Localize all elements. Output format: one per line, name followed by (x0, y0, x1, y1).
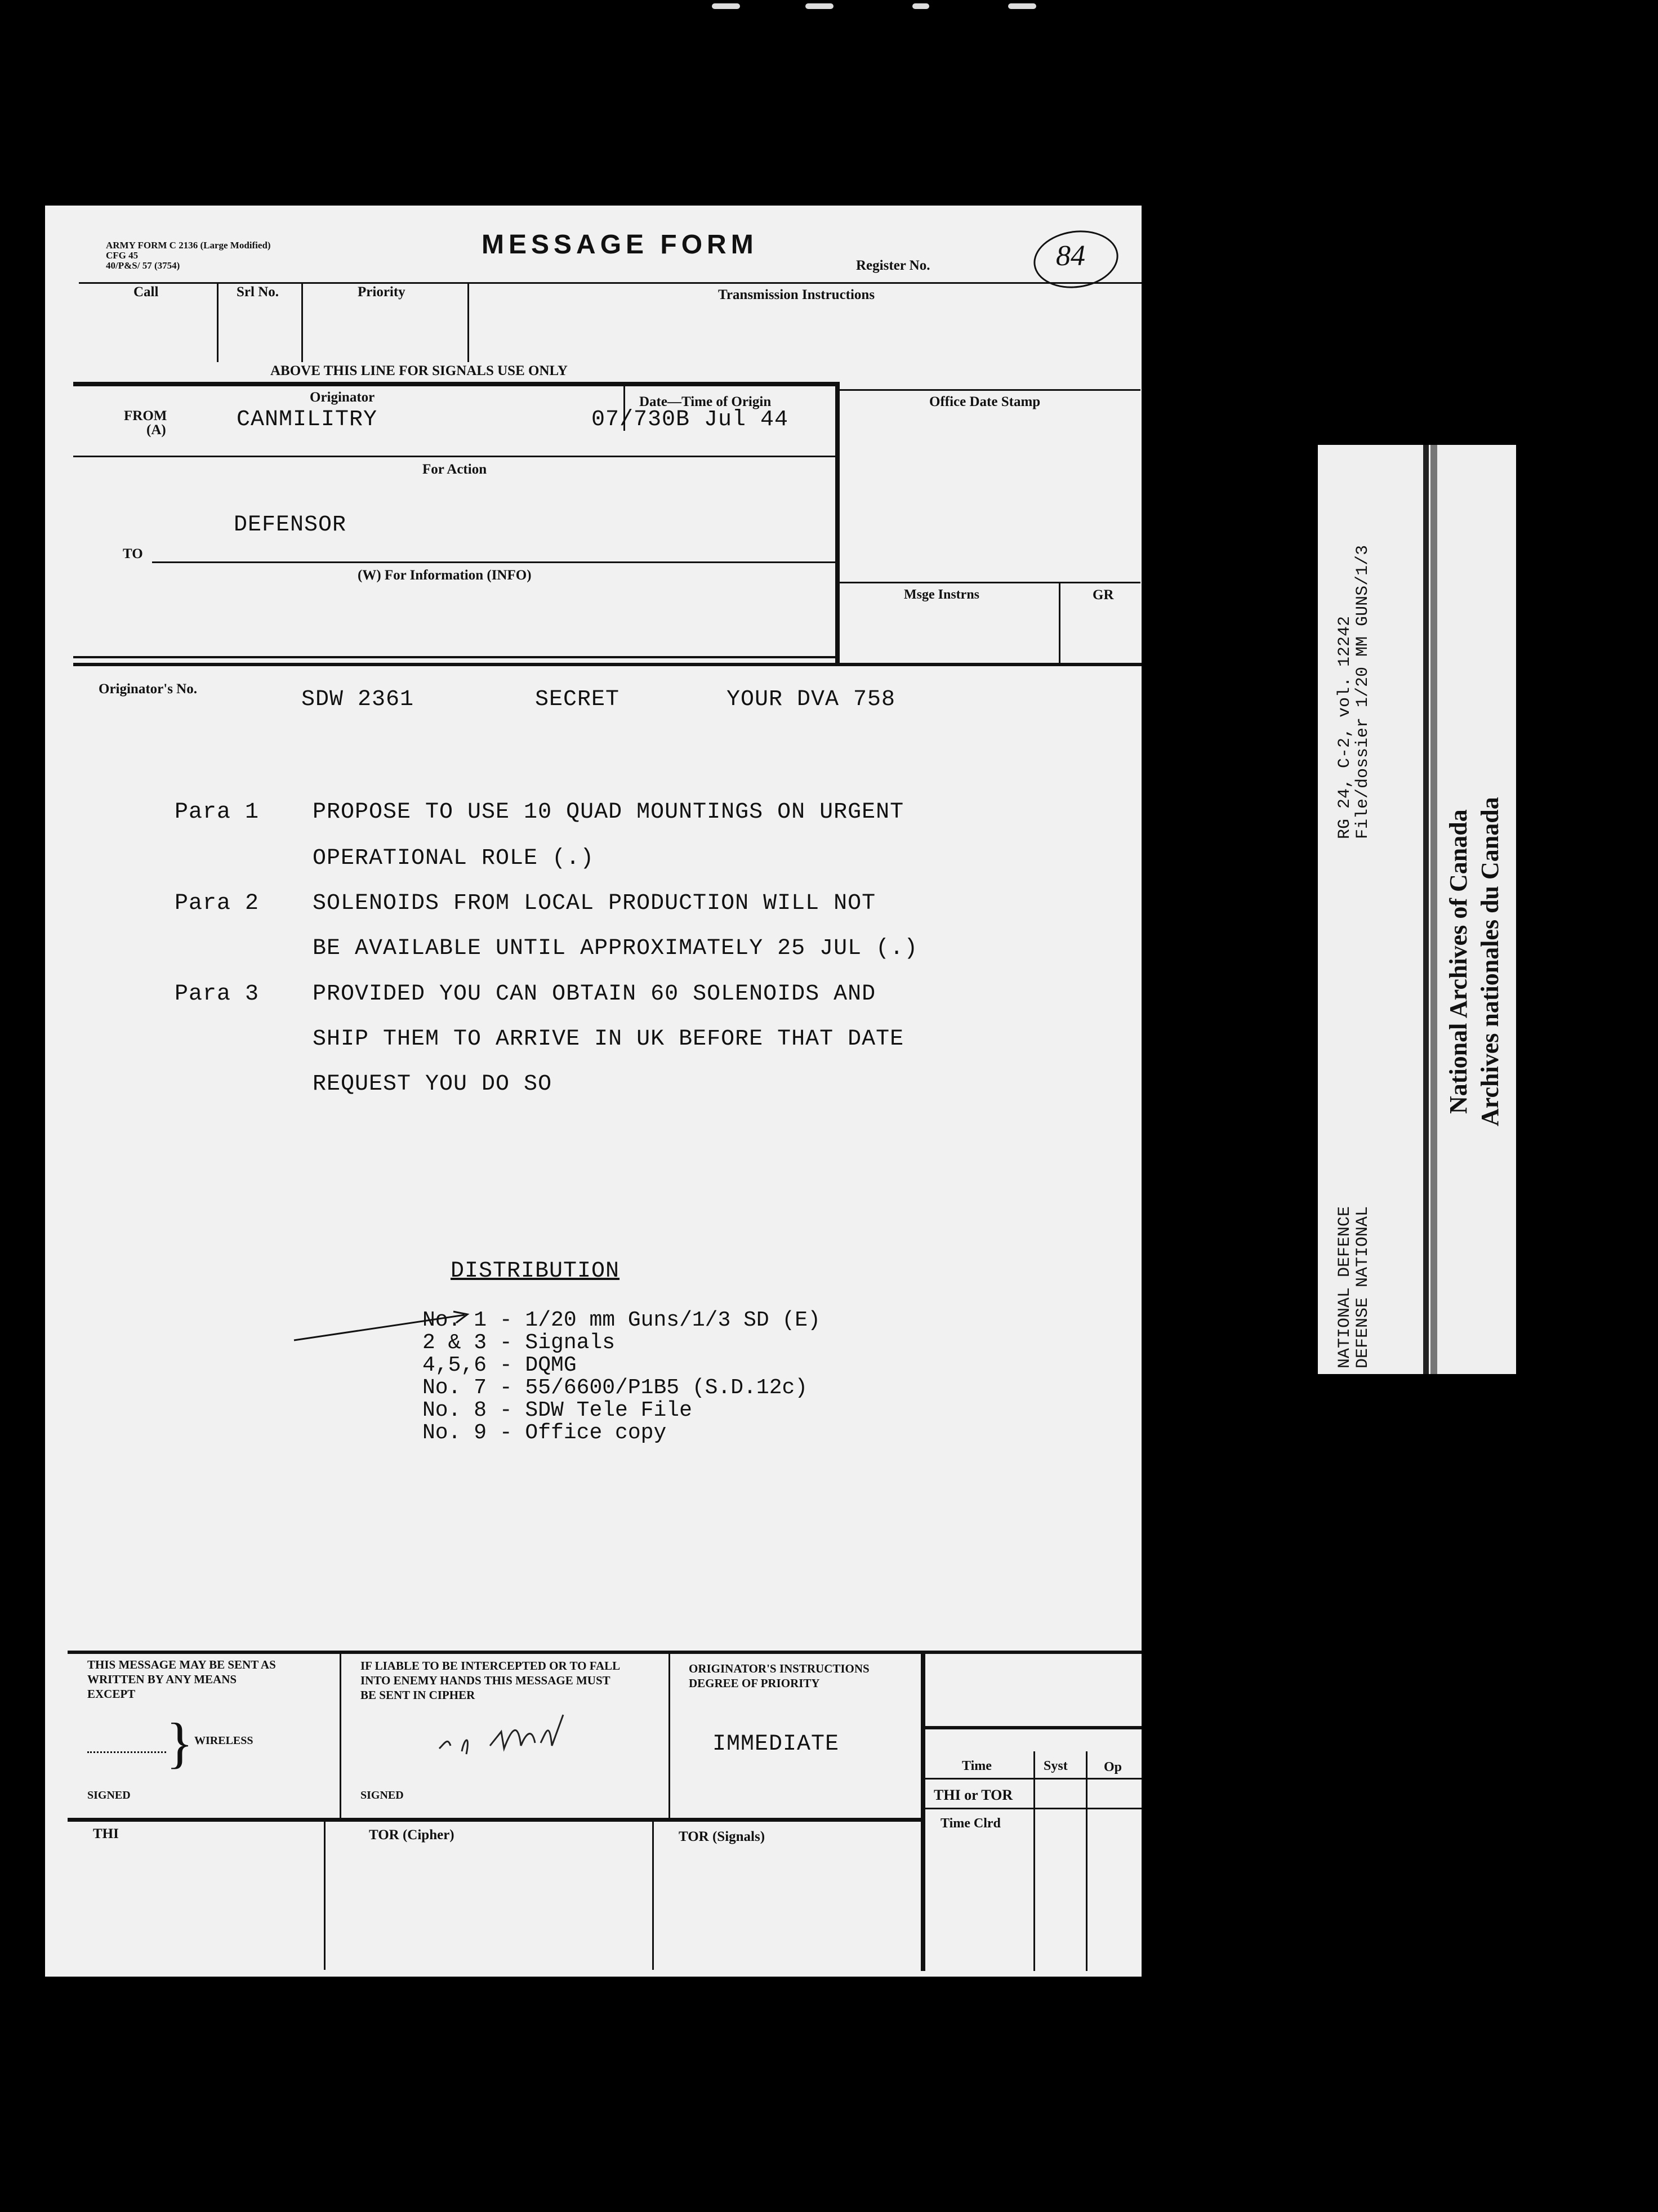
header-rule (79, 282, 1142, 284)
message-form (45, 206, 1142, 1977)
cipher-note-line: IF LIABLE TO BE INTERCEPTED OR TO FALL (360, 1659, 621, 1673)
time-clrd-label: Time Clrd (941, 1816, 1001, 1831)
para-line: BE AVAILABLE UNTIL APPROXIMATELY 25 JUL (.) (313, 936, 919, 961)
sent-as-written-line: WRITTEN BY ANY MEANS (87, 1673, 237, 1686)
cipher-note-line: BE SENT IN CIPHER (360, 1688, 475, 1702)
transmission-instructions-label: Transmission Instructions (718, 287, 875, 302)
stamp-rule (836, 389, 1140, 391)
para-line: OPERATIONAL ROLE (.) (313, 846, 595, 871)
footer-divider (668, 1653, 670, 1822)
sent-as-written-line: THIS MESSAGE MAY BE SENT AS (87, 1658, 276, 1671)
for-information-label: (W) For Information (INFO) (358, 568, 532, 583)
stamp-divider (835, 382, 840, 666)
distribution-entry: No. 8 - SDW Tele File (422, 1398, 692, 1422)
instrns-rule (836, 582, 1140, 583)
form-title: MESSAGE FORM (482, 230, 758, 260)
archive-department (1336, 1206, 1372, 1368)
archive-label-divider (1430, 445, 1437, 1374)
tor-rule (68, 1818, 924, 1822)
para-line: SOLENOIDS FROM LOCAL PRODUCTION WILL NOT (313, 891, 876, 916)
time-grid-rule (924, 1726, 1142, 1729)
time-grid-divider (1086, 1751, 1087, 1971)
distribution-entry: No. 7 - 55/6600/P1B5 (S.D.12c) (422, 1376, 808, 1400)
info-rule (73, 656, 836, 658)
distribution-entry: 2 & 3 - Signals (422, 1331, 616, 1355)
archive-institution-line: National Archives of Canada (1445, 809, 1472, 1114)
archive-institution (1443, 797, 1506, 1126)
header-divider (217, 283, 219, 362)
register-no-label: Register No. (856, 258, 930, 273)
signals-use-note: ABOVE THIS LINE FOR SIGNALS USE ONLY (270, 363, 568, 378)
to-value: DEFENSOR (234, 512, 347, 538)
time-label: Time (962, 1759, 992, 1773)
signed-label: SIGNED (360, 1789, 404, 1801)
distribution-entry: No. 9 - Office copy (422, 1421, 667, 1445)
reference: YOUR DVA 758 (727, 687, 896, 712)
signed-label: SIGNED (87, 1789, 131, 1801)
from-sub-label: (A) (146, 422, 166, 438)
para-label: Para 3 (175, 982, 260, 1007)
from-value: CANMILITRY (237, 407, 378, 432)
para-label: Para 2 (175, 891, 260, 916)
op-label: Op (1104, 1760, 1122, 1774)
msge-instrns-label: Msge Instrns (904, 587, 980, 602)
tor-cipher-label: TOR (Cipher) (369, 1827, 454, 1843)
army-form-ref-line: CFG 45 (106, 250, 139, 261)
army-form-ref-line: ARMY FORM C 2136 (Large Modified) (106, 240, 271, 251)
archive-department-line: NATIONAL DEFENCE (1335, 1206, 1354, 1368)
archive-department-line: DEFENSE NATIONAL (1353, 1206, 1372, 1368)
archive-reference-line: File/dossier 1/20 MM GUNS/1/3 (1353, 545, 1372, 839)
header-divider (467, 283, 469, 362)
from-label: FROM (124, 408, 167, 423)
scan-mark (912, 3, 929, 9)
footer-rule (68, 1651, 1142, 1654)
thi-label: THI (93, 1826, 119, 1841)
originators-no-value: SDW 2361 (301, 687, 414, 712)
wireless-label: WIRELESS (194, 1734, 253, 1747)
brace-icon: } (166, 1711, 193, 1774)
scan-mark (1008, 3, 1036, 9)
date-time-value: 07/730B Jul 44 (591, 407, 789, 432)
to-rule (152, 561, 836, 563)
gr-label: GR (1093, 587, 1114, 603)
from-rule (73, 456, 836, 457)
info-rule-heavy (73, 663, 1142, 666)
archive-label (1318, 445, 1516, 1374)
para-line: REQUEST YOU DO SO (313, 1072, 552, 1097)
footer-divider-heavy (921, 1653, 925, 1971)
time-grid-rule (924, 1808, 1142, 1809)
distribution-title: DISTRIBUTION (451, 1259, 620, 1284)
time-grid-rule (924, 1778, 1142, 1780)
sent-as-written-line: EXCEPT (87, 1687, 136, 1701)
para-line: SHIP THEM TO ARRIVE IN UK BEFORE THAT DATE (313, 1027, 904, 1052)
priority-value: IMMEDIATE (712, 1732, 840, 1757)
classification: SECRET (535, 687, 620, 712)
call-label: Call (133, 284, 159, 300)
tor-divider (324, 1821, 326, 1970)
cipher-note-line: INTO ENEMY HANDS THIS MESSAGE MUST (360, 1674, 610, 1687)
cipher-note (360, 1658, 620, 1702)
signature-icon (434, 1698, 580, 1760)
scan-mark (805, 3, 834, 9)
originator-instructions-line: DEGREE OF PRIORITY (689, 1676, 820, 1690)
originator-instructions (689, 1661, 870, 1691)
header-divider (301, 283, 303, 362)
srl-no-label: Srl No. (237, 284, 279, 300)
for-action-label: For Action (422, 462, 487, 477)
originator-label: Originator (310, 390, 375, 405)
distribution-entry: No. 1 - 1/20 mm Guns/1/3 SD (E) (422, 1308, 821, 1332)
para-line: PROVIDED YOU CAN OBTAIN 60 SOLENOIDS AND (313, 982, 876, 1007)
wireless-dotted-line (87, 1751, 166, 1753)
to-label: TO (123, 546, 143, 561)
sent-as-written (87, 1657, 276, 1701)
footer-divider (340, 1653, 341, 1822)
army-form-ref (106, 240, 271, 271)
office-date-stamp-label: Office Date Stamp (929, 394, 1041, 409)
army-form-ref-line: 40/P&S/ 57 (3754) (106, 260, 180, 271)
gr-divider (1059, 582, 1060, 666)
time-grid-divider (1033, 1751, 1035, 1971)
date-time-origin-label: Date—Time of Origin (639, 394, 772, 409)
originators-no-label: Originator's No. (99, 681, 197, 697)
priority-label: Priority (358, 284, 405, 300)
para-line: PROPOSE TO USE 10 QUAD MOUNTINGS ON URGENT (313, 800, 904, 825)
tor-signals-label: TOR (Signals) (679, 1829, 765, 1844)
thi-or-tor-label: THI or TOR (934, 1787, 1013, 1803)
register-no-value: 84 (1056, 240, 1085, 272)
syst-label: Syst (1044, 1759, 1068, 1773)
archive-label-divider (1423, 445, 1429, 1374)
tor-divider (652, 1821, 654, 1970)
originator-instructions-line: ORIGINATOR'S INSTRUCTIONS (689, 1662, 870, 1675)
para-label: Para 1 (175, 800, 260, 825)
archive-reference-line: RG 24, C-2, vol. 12242 (1335, 616, 1354, 839)
archive-reference (1336, 545, 1372, 839)
scan-mark (712, 3, 740, 9)
archive-institution-line: Archives nationales du Canada (1476, 797, 1504, 1126)
main-rule (73, 382, 836, 386)
distribution-entry: 4,5,6 - DQMG (422, 1353, 577, 1377)
